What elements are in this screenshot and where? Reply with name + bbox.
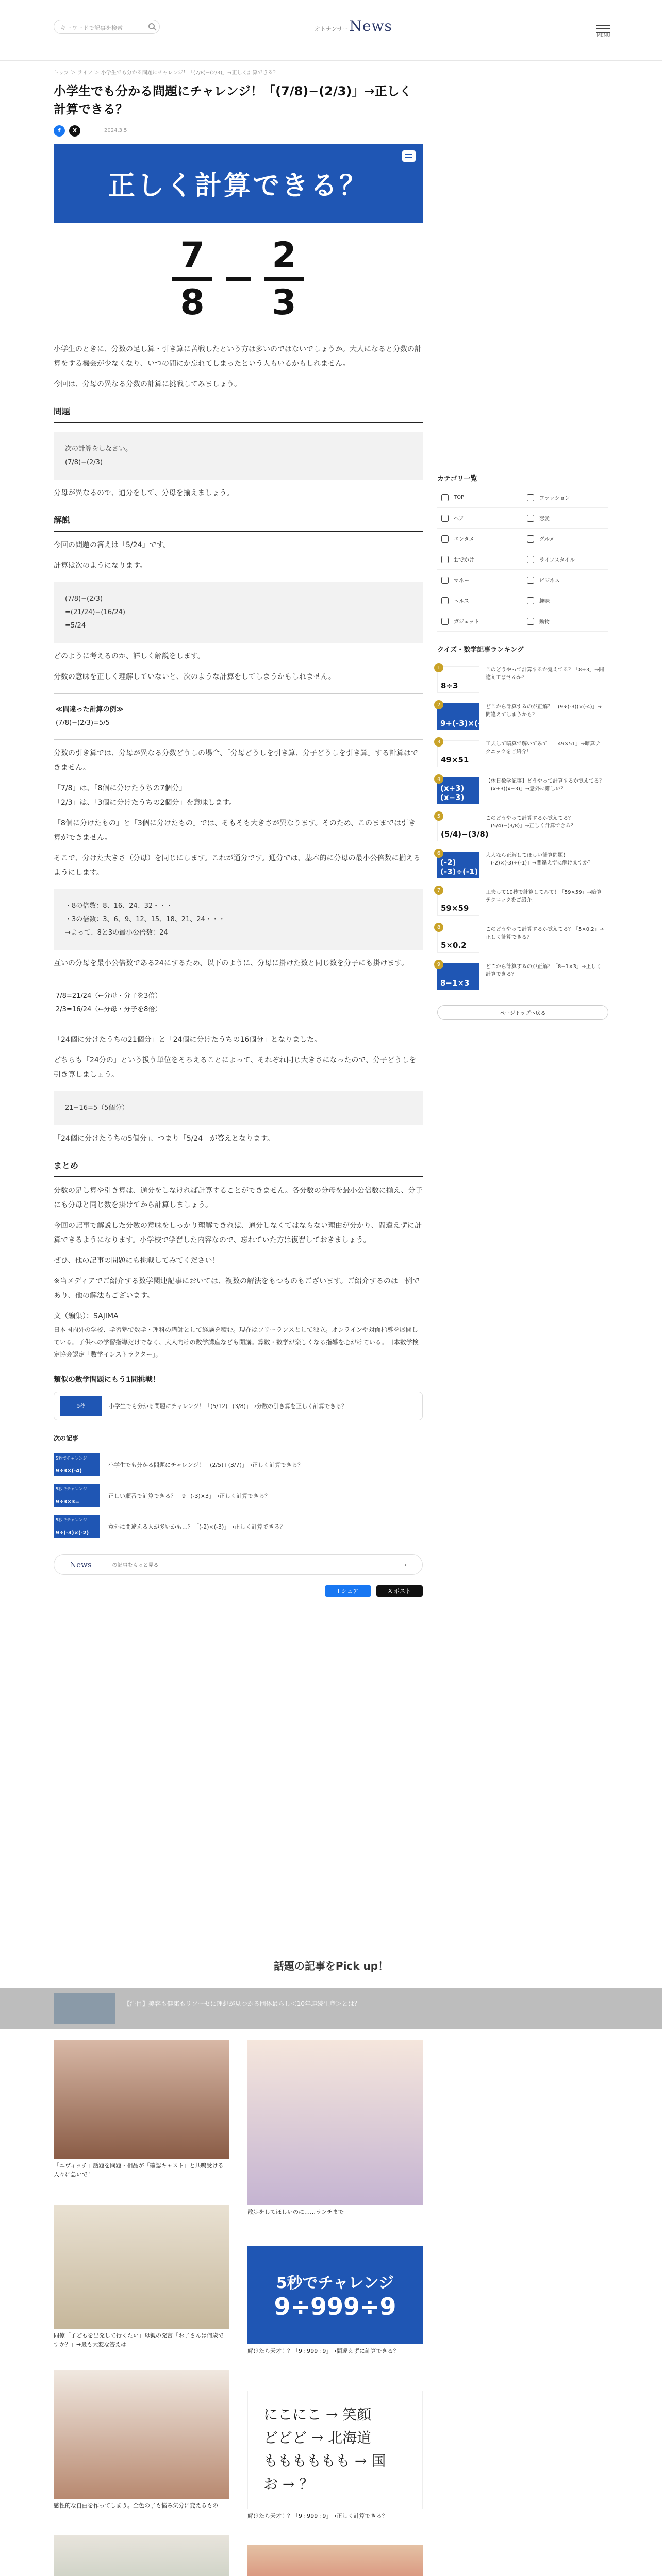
pickup-card[interactable] (247, 2040, 423, 2217)
pickup-card[interactable] (54, 2535, 229, 2576)
lcm-line: ・3の倍数：3、6、9、12、15、18、21、24・・・ (65, 915, 225, 923)
pickup-card[interactable] (54, 2370, 229, 2511)
rank-text: このどうやって計算するか覚えてる？「5×0.2」→正しく計算できる？ (486, 927, 604, 940)
related-card-text: 小学生でも分かる問題にチャレンジ！「(5/12)−(3/8)」→分数の引き算を正しく計算できる？ (109, 1402, 347, 1410)
category-icon (441, 515, 449, 522)
rank-text: どこから計算するのが正解？「(9÷(-3))×(-4)」→間違えてしまうかも？ (486, 704, 602, 718)
publish-date: 2024.3.5 (104, 128, 127, 134)
series-tag: 5秒でチャレンジ (56, 1486, 87, 1492)
answer-text: 「24個に分けたうちの5個分」、つまり「5/24」が答えとなります。 (54, 1134, 275, 1143)
pickup-card[interactable] (247, 2545, 423, 2576)
x-icon[interactable]: X (69, 125, 80, 137)
hero-title: 正しく計算できる？ (108, 171, 368, 202)
site-header (0, 0, 662, 61)
site-logo[interactable] (315, 18, 392, 35)
category-icon (527, 515, 534, 522)
summary-text: ※当メディアでご紹介する数学関連記事においては、複数の解法をもつものもございます。ご紹介するのは一例であり、他の解法もございます。 (54, 1277, 420, 1300)
rank-thumb: 59×59 (437, 889, 479, 916)
author-label: 文（編集）：SAJIMA (54, 1312, 119, 1320)
comment-icon (402, 150, 416, 162)
menu-label: MENU (597, 33, 610, 38)
pickup-caption: 同僚「子どもを出発して行くたい」母親の発言「お子さんは何歳ですか？」→最も大変な答えは (54, 2332, 224, 2348)
pickup-caption: 散歩をしてほしいのに……ランチまで (247, 2209, 344, 2215)
category-item[interactable] (437, 590, 523, 611)
category-icon (441, 494, 449, 501)
category-grid (437, 487, 608, 632)
quiz-banner-line: 9÷999÷9 (274, 2293, 396, 2320)
category-label: ビジネス (539, 578, 560, 584)
answer-heading: 解説 (54, 514, 423, 532)
category-item[interactable] (523, 570, 608, 590)
share-row (54, 125, 423, 137)
logo-text: News (349, 18, 392, 35)
minus-sign (226, 277, 251, 281)
hero-image (54, 144, 423, 223)
wrong-example-box (54, 693, 423, 740)
pickup-card[interactable] (54, 2205, 229, 2349)
series-item[interactable] (54, 1483, 423, 1508)
ranking-heading: クイズ・数学記事ランキング (437, 646, 524, 654)
answer-text: 「2/3」は、「3個に分けたうちの2個分」を意味します。 (54, 798, 237, 807)
series-tag: 5秒でチャレンジ (56, 1455, 87, 1461)
summary-text: 分数の足し算や引き算は、通分をしなければ計算することができません。各分数の分母を最小公倍数に揃え、分子にも分母と同じ数を掛けてから計算しましょう。 (54, 1186, 423, 1209)
article-title: 小学生でも分かる問題にチャレンジ！「(7/8)−(2/3)」→正しく計算できる？ (54, 84, 412, 116)
banner-thumb (54, 1993, 115, 2024)
rank-thumb: 9÷(-3)×(-4) (437, 703, 479, 730)
pickup-card[interactable] (54, 2040, 229, 2179)
answer-text: どちらも「24分の」という扱う単位をそろえることによって、それぞれ同じ大きさになったので、分子どうしを引き算しましょう。 (54, 1056, 417, 1079)
page-top-button[interactable]: ページトップへ戻る (437, 1005, 608, 1020)
fraction-2-3 (264, 237, 304, 321)
rank-number: 8 (434, 923, 443, 932)
more-articles-link[interactable] (54, 1554, 423, 1575)
numerator: 7 (180, 235, 205, 276)
lcm-line: →よって、8と3の最小公倍数：24 (65, 928, 168, 937)
logo-small: オトナンサー (315, 26, 349, 32)
related-heading: 類似の数学問題にもう1問挑戦！ (54, 1375, 160, 1384)
rank-thumb: (-2)(-3)÷(-1) (437, 852, 479, 878)
series-q: 9÷(-3)×(-2) (56, 1530, 89, 1536)
ranking-item[interactable] (437, 740, 608, 770)
answer-text: どのように考えるのか、詳しく解説をします。 (54, 652, 205, 660)
conversion-line: 7/8=21/24（←分母・分子を3倍） (56, 992, 162, 1000)
category-icon (441, 597, 449, 604)
category-item[interactable] (437, 508, 523, 529)
series-text: 小学生でも分かる問題にチャレンジ！「(2/5)+(3/7)」→正しく計算できる？ (108, 1461, 304, 1468)
category-item[interactable] (437, 487, 523, 508)
question-heading: 問題 (54, 405, 423, 423)
chevron-right-icon: › (404, 1561, 407, 1568)
rank-number: 9 (434, 960, 443, 969)
pickup-image (54, 2535, 229, 2576)
category-icon (441, 577, 449, 584)
category-item[interactable] (437, 529, 523, 549)
rank-thumb: 8÷3 (437, 666, 479, 693)
sidebar (437, 61, 608, 1020)
category-item[interactable] (437, 570, 523, 590)
series-item[interactable] (54, 1514, 423, 1539)
pickup-image (54, 2205, 229, 2329)
category-heading: カテゴリ一覧 (437, 475, 477, 483)
question-note: 分母が異なるので、通分をして、分母を揃えましょう。 (54, 488, 234, 497)
rank-thumb: (x+3)(x−3) (437, 777, 479, 804)
denominator: 8 (180, 282, 205, 323)
category-item[interactable] (437, 611, 523, 632)
summary-text: ぜひ、他の記事の問題にも挑戦してみてください！ (54, 1256, 220, 1265)
pickup-caption: 感性的な自由を作ってしまう。全色の子も悩み気分に変えるもの (54, 2502, 218, 2509)
rank-number: 2 (434, 700, 443, 709)
question-text: 次の計算をしなさい。 (65, 445, 133, 453)
category-item[interactable] (523, 487, 608, 508)
ranking-item[interactable] (437, 926, 608, 956)
facebook-icon[interactable]: f (54, 125, 65, 137)
pickup-image (54, 2370, 229, 2499)
category-item[interactable] (523, 590, 608, 611)
ranking-item[interactable] (437, 963, 608, 993)
x-share-button[interactable]: X ポスト (376, 1585, 423, 1597)
rank-text: どこから計算するのが正解？「8−1×3」→正しく計算できる？ (486, 964, 602, 977)
ranking-item[interactable] (437, 815, 608, 844)
answer-text: 今回の問題の答えは「5/24」です。 (54, 540, 171, 549)
related-card[interactable] (54, 1392, 423, 1420)
rank-number: 4 (434, 774, 443, 784)
denominator: 3 (272, 282, 296, 323)
rank-number: 6 (434, 849, 443, 858)
search-input[interactable] (54, 20, 160, 34)
ranking-item[interactable] (437, 703, 608, 733)
category-label: ガジェット (454, 619, 479, 625)
pickup-banner[interactable] (0, 1988, 662, 2029)
pickup-caption: 「エヴィッチ」話題を問題・相品が「確認キャスト」と共鳴受ける人々に急いで！ (54, 2162, 224, 2178)
intro-paragraph: 小学生のときに、分数の足し算・引き算に苦戦したという方は多いのではないでしょうか。大人になると分数の計算をする機会が少なくなり、いつの間にか忘れてしまったという人もいるかもしれません。 (54, 345, 422, 368)
category-label: エンタメ (454, 537, 474, 543)
series-q: 9÷3×3= (56, 1499, 80, 1505)
answer-text: 「7/8」は、「8個に分けたうちの7個分」 (54, 784, 187, 792)
lcm-box (54, 889, 423, 950)
rank-thumb: 8−1×3 (437, 963, 479, 990)
calc-box (54, 582, 423, 643)
pickup-image (247, 2545, 423, 2576)
result-box (54, 1091, 423, 1125)
category-label: 趣味 (539, 599, 550, 604)
rank-number: 3 (434, 737, 443, 747)
series-item[interactable] (54, 1452, 423, 1477)
equation-image (54, 223, 423, 336)
author-bio: 日本国内外の学校、学習塾で数学・理科の講師として経験を積む。現在はフリーランスとして独立。オンラインや対面指導を展開している。子供への学習指導だけでなく、大人向けの数学講座なども開講。算数・数学が楽しくなる指導を心がけている。日本数学検定協会認定「数学インストラクター」。 (54, 1326, 419, 1358)
category-icon (527, 577, 534, 584)
calc-line: (7/8)−(2/3) (65, 595, 103, 603)
share-bottom (54, 1585, 423, 1597)
rank-thumb: 49×51 (437, 740, 479, 767)
rank-text: 工夫して10秒で計算してみて！「59×59」→暗算テクニックをご紹介！ (486, 890, 602, 903)
answer-text: 「8個に分けたもの」と「3個に分けたもの」では、そもそも大きさが異なります。そのため、このままでは引き算ができません。 (54, 819, 416, 842)
series-thumb (54, 1515, 100, 1538)
series-tag: 5秒でチャレンジ (56, 1517, 87, 1522)
numerator: 2 (272, 235, 296, 276)
riddle-line: お → ？ (263, 2475, 314, 2493)
lcm-line: ・8の倍数：8、16、24、32・・・ (65, 902, 173, 910)
category-item[interactable] (523, 549, 608, 570)
answer-text: 分数の引き算では、分母が異なる分数どうしの場合、「分母どうしを引き算、分子どうしを引き算」する計算はできません。 (54, 749, 418, 772)
answer-text: そこで、分けた大きさ（分母）を同じにします。これが通分です。通分では、基本的に分母の最小公倍数に揃えるようにします。 (54, 854, 421, 877)
category-item[interactable] (523, 529, 608, 549)
series-q: 9÷3×(-4) (56, 1468, 82, 1474)
riddle-line: もももももも → 国 (263, 2452, 386, 2469)
facebook-share-button[interactable]: f シェア (325, 1585, 371, 1597)
category-icon (441, 618, 449, 625)
category-item[interactable] (523, 611, 608, 632)
pickup-caption: 解けたら天才！？「9÷999÷9」→正しく計算できる？ (247, 2513, 388, 2519)
ranking-item[interactable] (437, 889, 608, 919)
conversion-box (54, 980, 423, 1026)
intro-paragraph: 今回は、分母の異なる分数の計算に挑戦してみましょう。 (54, 380, 241, 388)
series-heading: 次の記事 (54, 1434, 100, 1446)
wrong-example-title: ≪間違った計算の例≫ (56, 705, 124, 714)
calc-line: =(21/24)−(16/24) (65, 608, 125, 616)
category-icon (441, 535, 449, 543)
rank-text: このどうやって計算するか覚えてる？「8÷3」→間違えてませんか？ (486, 667, 604, 681)
pickup-image (247, 2040, 423, 2205)
question-expression: (7/8)−(2/3) (65, 458, 103, 466)
category-label: ヘア (454, 516, 464, 522)
rank-number: 1 (434, 663, 443, 672)
series-text: 正しい順番で計算できる？「9−(-3)×3」→正しく計算できる？ (108, 1492, 271, 1499)
pickup-image (247, 2246, 423, 2344)
rank-text: 工夫して暗算で解いてみて！「49×51」→暗算テクニックをご紹介！ (486, 741, 601, 755)
more-logo: News (70, 1560, 92, 1569)
rank-text: このどうやって計算するか覚えてる？「(5/4)−(3/8)」→正しく計算できる？ (486, 816, 576, 829)
rank-thumb: (5/4)−(3/8) (437, 815, 479, 841)
calc-line: =5/24 (65, 621, 86, 630)
rank-thumb: 5×0.2 (437, 926, 479, 953)
summary-text: 今回の記事で解説した分数の意味をしっかり理解できれば、通分しなくてはならない理由が分かり、間違えずに計算できるようになります。小学校で学習した内容なので、忘れていた方は復習しておきましょう。 (54, 1221, 422, 1244)
banner-text: 【注目】美容も健康もリソーセに理想が見つかる団体最らし＜10年連続生産＞とは？ (124, 2000, 361, 2007)
rank-number: 7 (434, 886, 443, 895)
category-item[interactable] (523, 508, 608, 529)
category-item[interactable] (437, 549, 523, 570)
rank-number: 5 (434, 811, 443, 821)
series-thumb (54, 1484, 100, 1507)
category-label: ライフスタイル (539, 557, 575, 563)
breadcrumb[interactable]: トップ ＞ ライフ ＞ 小学生でも分かる問題にチャレンジ！「(7/8)−(2/3)」→正しく計算できる？ (54, 70, 278, 75)
quiz-banner-line: 5秒でチャレンジ (276, 2274, 394, 2292)
ranking-item[interactable] (437, 852, 608, 882)
wrong-example-calc: (7/8)−(2/3)=5/5 (56, 719, 110, 727)
pickup-image (54, 2040, 229, 2159)
pickup-card[interactable] (247, 2246, 423, 2356)
ranking-item[interactable] (437, 777, 608, 807)
category-label: ファッション (539, 496, 570, 501)
riddle-line: にこにこ → 笑顔 (263, 2406, 372, 2424)
article-main (54, 61, 423, 1597)
result-line: 21−16=5（5個分） (65, 1104, 129, 1112)
conversion-line: 2/3=16/24（←分母・分子を8倍） (56, 1005, 162, 1013)
question-box (54, 432, 423, 480)
category-icon (527, 618, 534, 625)
related-thumb: 5秒 (60, 1396, 102, 1416)
category-icon (441, 556, 449, 563)
answer-text: 「24個に分けたうちの21個分」と「24個に分けたうちの16個分」となりました。 (54, 1035, 322, 1044)
pickup-image (247, 2391, 423, 2509)
search-placeholder: キーワードで記事を検索 (60, 25, 123, 31)
category-label: TOP (454, 495, 465, 500)
pickup-caption: 解けたら天才！？「9÷999÷9」→間違えずに計算できる？ (247, 2348, 399, 2354)
category-label: おでかけ (454, 557, 474, 563)
search-icon[interactable] (148, 23, 155, 29)
answer-text: 分数の意味を正しく理解していないと、次のような計算をしてしまうかもしれません。 (54, 672, 336, 681)
category-label: グルメ (539, 537, 555, 543)
pickup-title: 話題の記事をPick up！ (273, 1960, 389, 1972)
series-thumb (54, 1453, 100, 1476)
rank-text: 【休日数学記事】どうやって計算するか覚えてる？「(x+3)(x−3)」→意外に難しい？ (486, 778, 604, 792)
category-label: 動物 (539, 619, 550, 625)
fraction-7-8 (172, 237, 212, 321)
category-label: ヘルス (454, 599, 469, 604)
category-label: マネー (454, 578, 469, 584)
category-label: 恋愛 (539, 516, 550, 522)
summary-heading: まとめ (54, 1159, 423, 1177)
category-icon (527, 494, 534, 501)
answer-text: 互いの分母を最小公倍数である24にするため、以下のように、分母に掛けた数と同じ数を分子にも掛けます。 (54, 959, 409, 968)
category-icon (527, 535, 534, 543)
series-text: 意外に間違える人が多いかも…？「(-2)×(-3)」→正しく計算できる？ (108, 1523, 286, 1530)
category-icon (527, 556, 534, 563)
category-icon (527, 597, 534, 604)
more-text: の記事をもっと見る (112, 1563, 159, 1569)
answer-text: 計算は次のようになります。 (54, 561, 147, 570)
ranking-item[interactable] (437, 666, 608, 696)
riddle-line: どどど → 北海道 (263, 2429, 372, 2447)
rank-text: 大人なら正解してほしい計算問題！「(-2)×(-3)÷(-1)」→間違えずに解けますか？ (486, 853, 593, 866)
pickup-card[interactable] (247, 2391, 423, 2521)
